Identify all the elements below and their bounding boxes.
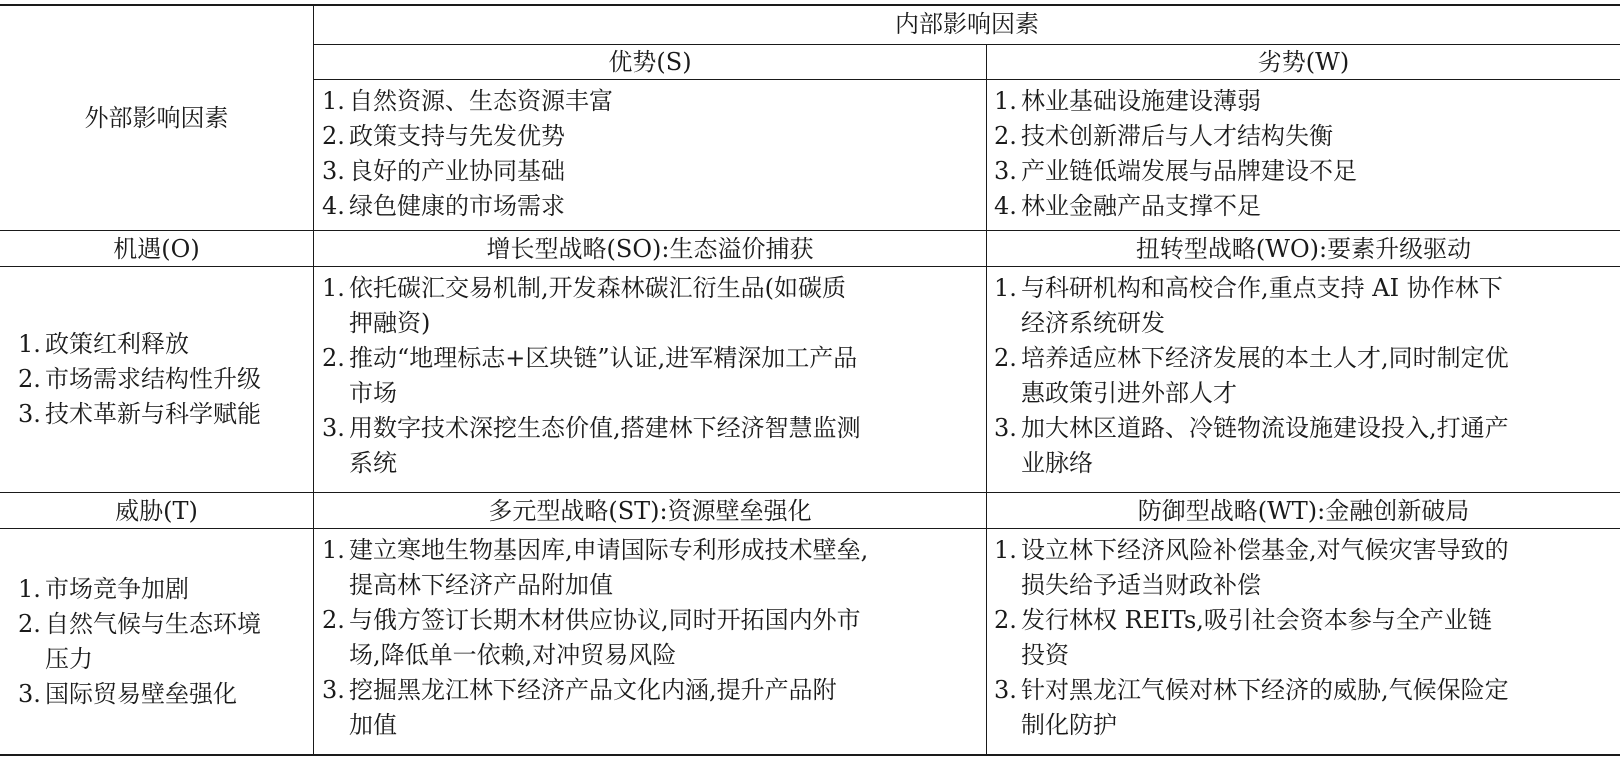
weaknesses-title: 劣势(W) bbox=[1257, 48, 1350, 76]
threat-2: 自然气候与生态环境 压力 bbox=[45, 609, 261, 673]
rule-under-o-content bbox=[0, 492, 1620, 493]
list-item: 2. 市场需求结构性升级 bbox=[18, 365, 261, 393]
list-item: 1. 自然资源、生态资源丰富 bbox=[322, 87, 613, 115]
st-strategy-title: 多元型战略(ST):资源壁垒强化 bbox=[488, 497, 812, 525]
opportunity-3: 技术革新与科学赋能 bbox=[45, 400, 261, 428]
list-item: 2. 政策支持与先发优势 bbox=[322, 122, 565, 150]
rule-col1 bbox=[313, 5, 314, 755]
threat-1: 市场竞争加剧 bbox=[45, 574, 189, 603]
wo-item-1: 与科研机构和高校合作,重点支持 AI 协作林下 经济系统研发 bbox=[1021, 274, 1503, 337]
internal-factors-header: 内部影响因素 bbox=[895, 10, 1039, 38]
list-item: 3. 产业链低端发展与品牌建设不足 bbox=[994, 157, 1357, 185]
weakness-3: 产业链低端发展与品牌建设不足 bbox=[1021, 157, 1357, 185]
list-item: 2. 发行林权 REITs,吸引社会资本参与全产业链 投资 bbox=[994, 606, 1492, 669]
list-item: 1. 建立寒地生物基因库,申请国际专利形成技术壁垒, 提高林下经济产品附加值 bbox=[322, 536, 869, 599]
list-item: 1. 与科研机构和高校合作,重点支持 AI 协作林下 经济系统研发 bbox=[994, 274, 1503, 337]
list-item: 3. 技术革新与科学赋能 bbox=[18, 400, 261, 428]
wt-item-3: 针对黑龙江气候对林下经济的威胁,气候保险定 制化防护 bbox=[1021, 676, 1509, 739]
so-strategy-title: 增长型战略(SO):生态溢价捕获 bbox=[486, 235, 814, 263]
list-item: 3. 良好的产业协同基础 bbox=[322, 157, 565, 185]
list-item: 2. 培养适应林下经济发展的本土人才,同时制定优 惠政策引进外部人才 bbox=[994, 344, 1509, 407]
wt-strategy-title: 防御型战略(WT):金融创新破局 bbox=[1137, 497, 1470, 525]
weaknesses-list bbox=[994, 84, 1357, 224]
strength-1: 自然资源、生态资源丰富 bbox=[349, 87, 613, 115]
wt-item-1: 设立林下经济风险补偿基金,对气候灾害导致的 损失给予适当财政补偿 bbox=[1021, 536, 1509, 599]
opportunities-title: 机遇(O) bbox=[113, 235, 200, 263]
list-item: 3. 加大林区道路、冷链物流设施建设投入,打通产 业脉络 bbox=[994, 414, 1509, 477]
list-item: 1. 设立林下经济风险补偿基金,对气候灾害导致的 损失给予适当财政补偿 bbox=[994, 536, 1509, 599]
strengths-title: 优势(S) bbox=[608, 48, 692, 76]
st-strategy-list bbox=[322, 533, 868, 743]
rule-bottom bbox=[0, 754, 1620, 756]
list-item: 1. 市场竞争加剧 bbox=[18, 574, 189, 603]
list-item: 3. 针对黑龙江气候对林下经济的威胁,气候保险定 制化防护 bbox=[994, 676, 1509, 739]
list-item: 1. 林业基础设施建设薄弱 bbox=[994, 87, 1261, 115]
weakness-4: 林业金融产品支撑不足 bbox=[1021, 192, 1261, 220]
list-item: 2. 与俄方签订长期木材供应协议,同时开拓国内外市 场,降低单一依赖,对冲贸易风险 bbox=[322, 606, 861, 669]
opportunity-2: 市场需求结构性升级 bbox=[45, 365, 261, 393]
st-item-3: 挖掘黑龙江林下经济产品文化内涵,提升产品附 加值 bbox=[349, 676, 837, 739]
wt-strategy-list bbox=[994, 533, 1509, 743]
threats-title: 威胁(T) bbox=[115, 497, 198, 525]
list-item: 1. 政策红利释放 bbox=[18, 330, 189, 358]
external-factors-label: 外部影响因素 bbox=[84, 103, 229, 132]
rule-col2 bbox=[986, 44, 987, 755]
wo-strategy-title: 扭转型战略(WO):要素升级驱动 bbox=[1135, 235, 1472, 263]
weakness-2: 技术创新滞后与人才结构失衡 bbox=[1021, 122, 1333, 150]
threat-3: 国际贸易壁垒强化 bbox=[45, 679, 237, 708]
opportunities-list bbox=[18, 267, 313, 492]
list-item: 2. 推动“地理标志+区块链”认证,进军精深加工产品 市场 bbox=[322, 344, 858, 407]
rule-under-sw-lists bbox=[0, 230, 1620, 231]
list-item: 4. 绿色健康的市场需求 bbox=[322, 192, 565, 220]
weakness-1: 林业基础设施建设薄弱 bbox=[1021, 87, 1261, 115]
wo-item-3: 加大林区道路、冷链物流设施建设投入,打通产 业脉络 bbox=[1021, 414, 1509, 477]
list-item: 3. 国际贸易壁垒强化 bbox=[18, 679, 237, 708]
st-item-1: 建立寒地生物基因库,申请国际专利形成技术壁垒, 提高林下经济产品附加值 bbox=[349, 536, 869, 599]
opportunity-1: 政策红利释放 bbox=[45, 330, 189, 358]
list-item: 2. 技术创新滞后与人才结构失衡 bbox=[994, 122, 1333, 150]
threats-list bbox=[18, 529, 313, 754]
external-factors-header bbox=[0, 6, 313, 230]
so-strategy-list bbox=[322, 271, 861, 481]
strength-2: 政策支持与先发优势 bbox=[349, 122, 565, 150]
list-item: 1. 依托碳汇交易机制,开发森林碳汇衍生品(如碳质 押融资) bbox=[322, 274, 846, 337]
wt-item-2: 发行林权 REITs,吸引社会资本参与全产业链 投资 bbox=[1021, 606, 1492, 669]
rule-under-sw-titles bbox=[313, 79, 1620, 80]
so-item-2: 推动“地理标志+区块链”认证,进军精深加工产品 市场 bbox=[349, 344, 858, 407]
wo-strategy-list bbox=[994, 271, 1509, 481]
so-item-3: 用数字技术深挖生态价值,搭建林下经济智慧监测 系统 bbox=[349, 414, 861, 477]
so-item-1: 依托碳汇交易机制,开发森林碳汇衍生品(如碳质 押融资) bbox=[349, 274, 846, 337]
st-item-2: 与俄方签订长期木材供应协议,同时开拓国内外市 场,降低单一依赖,对冲贸易风险 bbox=[349, 606, 861, 669]
list-item: 4. 林业金融产品支撑不足 bbox=[994, 192, 1261, 220]
list-item: 3. 挖掘黑龙江林下经济产品文化内涵,提升产品附 加值 bbox=[322, 676, 837, 739]
list-item: 3. 用数字技术深挖生态价值,搭建林下经济智慧监测 系统 bbox=[322, 414, 861, 477]
list-item: 2. 自然气候与生态环境 压力 bbox=[18, 609, 261, 673]
strength-3: 良好的产业协同基础 bbox=[349, 157, 565, 185]
strength-4: 绿色健康的市场需求 bbox=[349, 192, 565, 220]
wo-item-2: 培养适应林下经济发展的本土人才,同时制定优 惠政策引进外部人才 bbox=[1021, 344, 1509, 407]
strengths-list bbox=[322, 84, 613, 224]
